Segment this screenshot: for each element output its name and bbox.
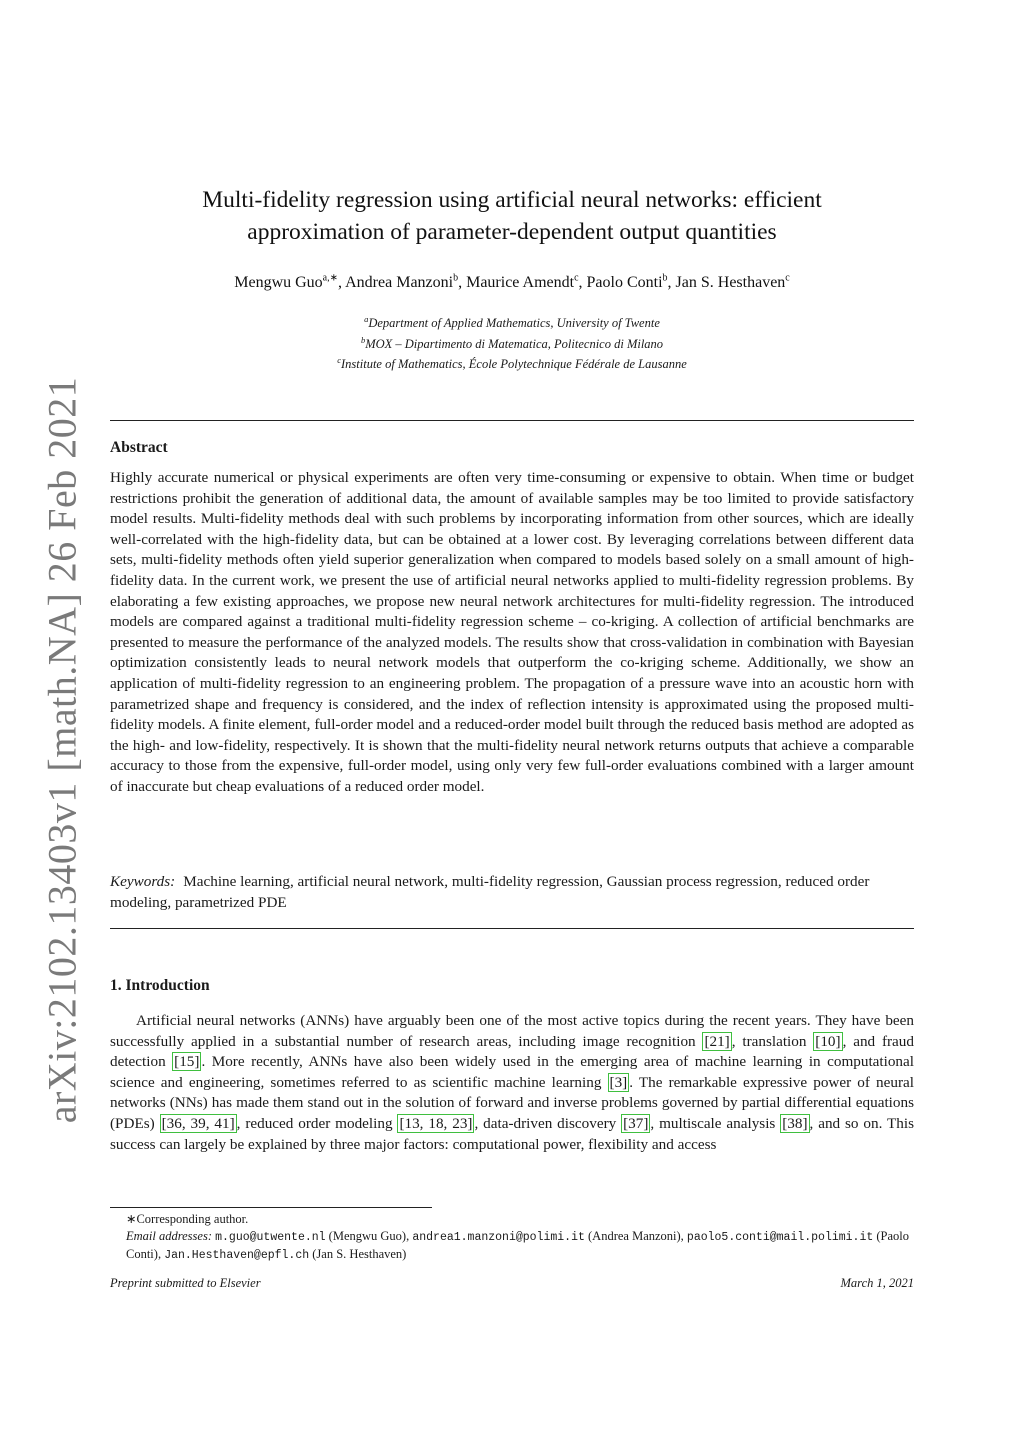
author: Jan S. Hesthaven$^c$: [675, 273, 790, 292]
citation-link[interactable]: [38]: [782, 1114, 808, 1132]
author-list: [110, 273, 914, 292]
abstract-heading: Abstract: [110, 439, 168, 456]
affiliation: $^a$Department of Applied Mathematics, University of Twente: [364, 314, 660, 331]
email-link[interactable]: paolo5.conti@mail.polimi.it: [686, 1231, 874, 1244]
author: Maurice Amendt$^c$,: [466, 273, 587, 292]
email-link[interactable]: Jan.Hesthaven@epfl.ch: [164, 1249, 310, 1262]
citation-link[interactable]: [13, 18, 23]: [399, 1114, 473, 1132]
abstract-text: Highly accurate numerical or physical experiments are often very time-consuming or expensive to obtain. When time or budget restrictions prohibit the generation of additional data, the amount of available samples may be too limited to provide satisfactory model results. Multi-fidelity methods deal with such problems by incorporating information from other sources, which are ideally well-correlated with the high-fidelity data, but can be obtained at a lower cost. By leveraging correlations between different data sets, multi-fidelity methods often yield superior generalization when compared to models based solely on a small amount of high-fidelity data. In the current work, we present the use of artificial neural networks applied to multi-fidelity regression problems. By elaborating a few existing approaches, we propose new neural network architectures for multi-fidelity regression. The introduced models are compared against a traditional multi-fidelity regression scheme – co-kriging. A collection of artificial benchmarks are presented to measure the performance of the analyzed models. The results show that cross-validation in combination with Bayesian optimization consistently leads to neural network models that outperform the co-kriging scheme. Additionally, we show an application of multi-fidelity regression to an engineering problem. The propagation of a pressure wave into an acoustic horn with parametrized shape and frequency is considered, and the index of reflection intensity is approximated using the proposed multi-fidelity models. A finite element, full-order model and a reduced-order model built through the reduced basis method are adopted as the high- and low-fidelity, respectively. It is shown that the multi-fidelity neural network returns outputs that achieve a comparable accuracy to those from the expensive, full-order model, using only very few full-order evaluations combined with a larger amount of inaccurate but cheap evaluations of a reduced order model.: [110, 469, 914, 795]
submission-date: March 1, 2021: [840, 1276, 914, 1290]
abstract-bottom-rule: [110, 928, 914, 929]
keywords: [110, 872, 914, 913]
introduction-paragraph: Artificial neural networks (ANNs) have arguably been one of the most active topics during the recent years. They have been successfully applied in a substantial number of research areas, including image recognition [21] , translation [10] , and fraud detection [15] . More recently, ANNs have also been widely used in the emerging area of machine learning in computational science and engineering, sometimes referred to as scientific machine learning [3] . The remarkable expressive power of neural networks (NNs) has made them stand out in the solution of forward and inverse problems governed by partial differential equations (PDEs) [36, 39, 41] , reduced order modeling [13, 18, 23] , data-driven discovery [37] , multiscale analysis [38] , and so on. This success can largely be explained by three major factors: computational power, flexibility and access: [110, 1012, 914, 1153]
citation-link[interactable]: [21]: [704, 1032, 730, 1050]
keywords-label: Keywords:: [110, 873, 176, 890]
affiliation: $^b$MOX – Dipartimento di Matematica, Politecnico di Milano: [360, 334, 664, 351]
section-heading-introduction: 1. Introduction: [110, 977, 210, 994]
author: Paolo Conti$^b$,: [586, 273, 676, 292]
keywords-text: Machine learning, artificial neural network, multi-fidelity regression, Gaussian process regression, reduced order modeling, parametrized PDE: [110, 873, 870, 911]
title-line-2: approximation of parameter-dependent output quantities: [247, 219, 777, 245]
paper-title: [110, 184, 914, 248]
email-link[interactable]: m.guo@utwente.nl: [215, 1231, 326, 1244]
preprint-note: Preprint submitted to Elsevier: [110, 1276, 261, 1290]
email-link[interactable]: andrea1.manzoni@polimi.it: [412, 1231, 585, 1244]
footnote-rule: [110, 1207, 432, 1208]
footnote-corresponding: ∗Corresponding author.: [126, 1212, 249, 1226]
footnote-emails: Email addresses: m.guo@utwente.nl (Mengwu Guo), andrea1.manzoni@polimi.it (Andrea Manzoni), paolo5.conti@mail.polimi.it (Paolo Conti), Jan.Hesthaven@epfl.ch (Jan S. Hesthaven): [126, 1229, 910, 1262]
affiliation-list: [110, 311, 914, 373]
citation-link[interactable]: [37]: [623, 1114, 649, 1132]
citation-link[interactable]: [3]: [609, 1073, 628, 1091]
citation-link[interactable]: [10]: [815, 1032, 841, 1050]
citation-link[interactable]: [15]: [174, 1053, 200, 1071]
author: Mengwu Guo$^{a,∗}$,: [234, 273, 346, 292]
footnotes: [110, 1211, 914, 1264]
title-line-1: Multi-fidelity regression using artificial neural networks: efficient: [202, 187, 822, 213]
citation-link[interactable]: [36, 39, 41]: [161, 1114, 235, 1132]
affiliation: $^c$Institute of Mathematics, École Polytechnique Fédérale de Lausanne: [337, 355, 687, 372]
arxiv-id: arXiv:2102.13403v1 [math.NA] 26 Feb 2021: [39, 376, 85, 1124]
abstract-top-rule: [110, 420, 914, 421]
author: Andrea Manzoni$^b$,: [345, 273, 467, 292]
